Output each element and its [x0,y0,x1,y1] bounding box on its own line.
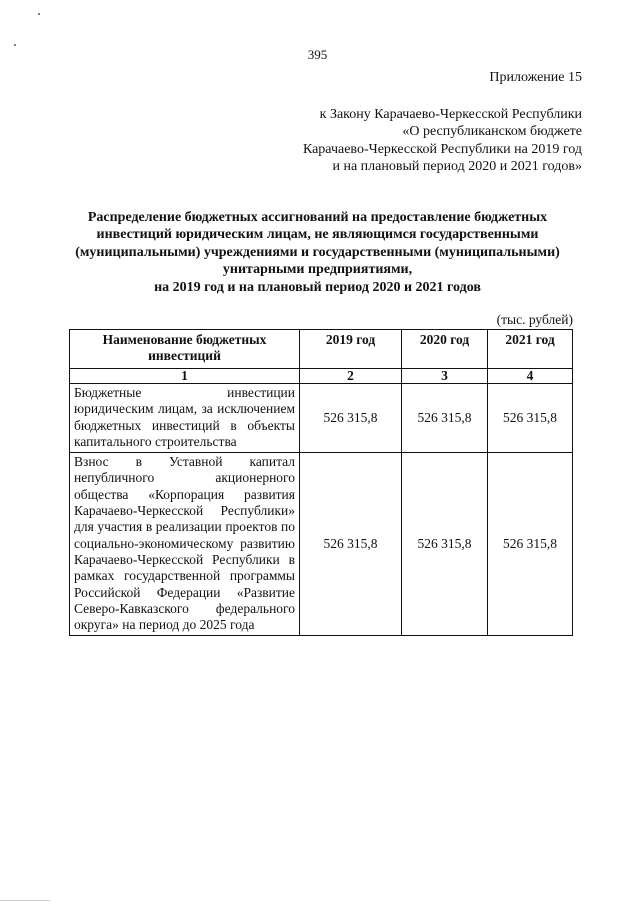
investment-name-cell: Взнос в Уставной капитал непубличного акционерного общества «Корпорация развития Карачаево-Черкесской Республики» для участия в реализации проектов по социально-экономическому развитию Карачаево-Черкесской Республики в рамках государственной программы Российской Федерации «Развитие Северо-Кавказского федерального округа» на период до 2025 года [70,453,300,636]
page-number: 395 [307,47,328,62]
scan-speck [38,13,40,15]
column-number: 3 [402,369,488,384]
column-header-2021: 2021 год [488,330,573,369]
column-number: 4 [488,369,573,384]
column-number-row [70,369,573,384]
value-2019-cell: 526 315,8 [300,384,402,453]
investment-name-cell: Бюджетные инвестиции юридическим лицам, за исключением бюджетных инвестиций в объекты капитального строительства [70,384,300,453]
title-line: инвестиций юридическим лицам, не являющимся государственными [96,227,539,243]
column-header-name: Наименование бюджетных инвестиций [70,330,300,369]
appendix-label: Приложение 15 [489,70,582,85]
table-header-row [70,330,573,369]
column-header-2020: 2020 год [402,330,488,369]
title-line: (муниципальными) учреждениями и государственными (муниципальными) [75,244,560,260]
title-line: унитарными предприятиями, [222,262,413,278]
value-2020-cell: 526 315,8 [402,453,488,636]
title-line: Распределение бюджетных ассигнований на предоставление бюджетных [87,210,548,225]
law-reference-line: «О республиканском бюджете [402,124,582,140]
table-row [70,453,573,636]
column-number: 1 [70,369,300,384]
law-reference-line: к Закону Карачаево-Черкесской Республики [319,107,582,122]
value-2021-cell: 526 315,8 [488,453,573,636]
scan-edge-line [0,900,50,901]
document-title [50,209,585,296]
title-line: на 2019 год и на плановый период 2020 и 2021 годов [154,279,481,295]
column-number: 2 [300,369,402,384]
law-reference [303,106,582,175]
column-header-2019: 2019 год [300,330,402,369]
table-row [70,384,573,453]
scan-speck [14,44,16,46]
value-2019-cell: 526 315,8 [300,453,402,636]
law-reference-line: Карачаево-Черкесской Республики на 2019 год [302,141,582,157]
law-reference-line: и на плановый период 2020 и 2021 годов» [332,158,582,174]
units-label: (тыс. рублей) [496,312,573,327]
value-2020-cell: 526 315,8 [402,384,488,453]
budget-investments-table [69,329,573,636]
value-2021-cell: 526 315,8 [488,384,573,453]
